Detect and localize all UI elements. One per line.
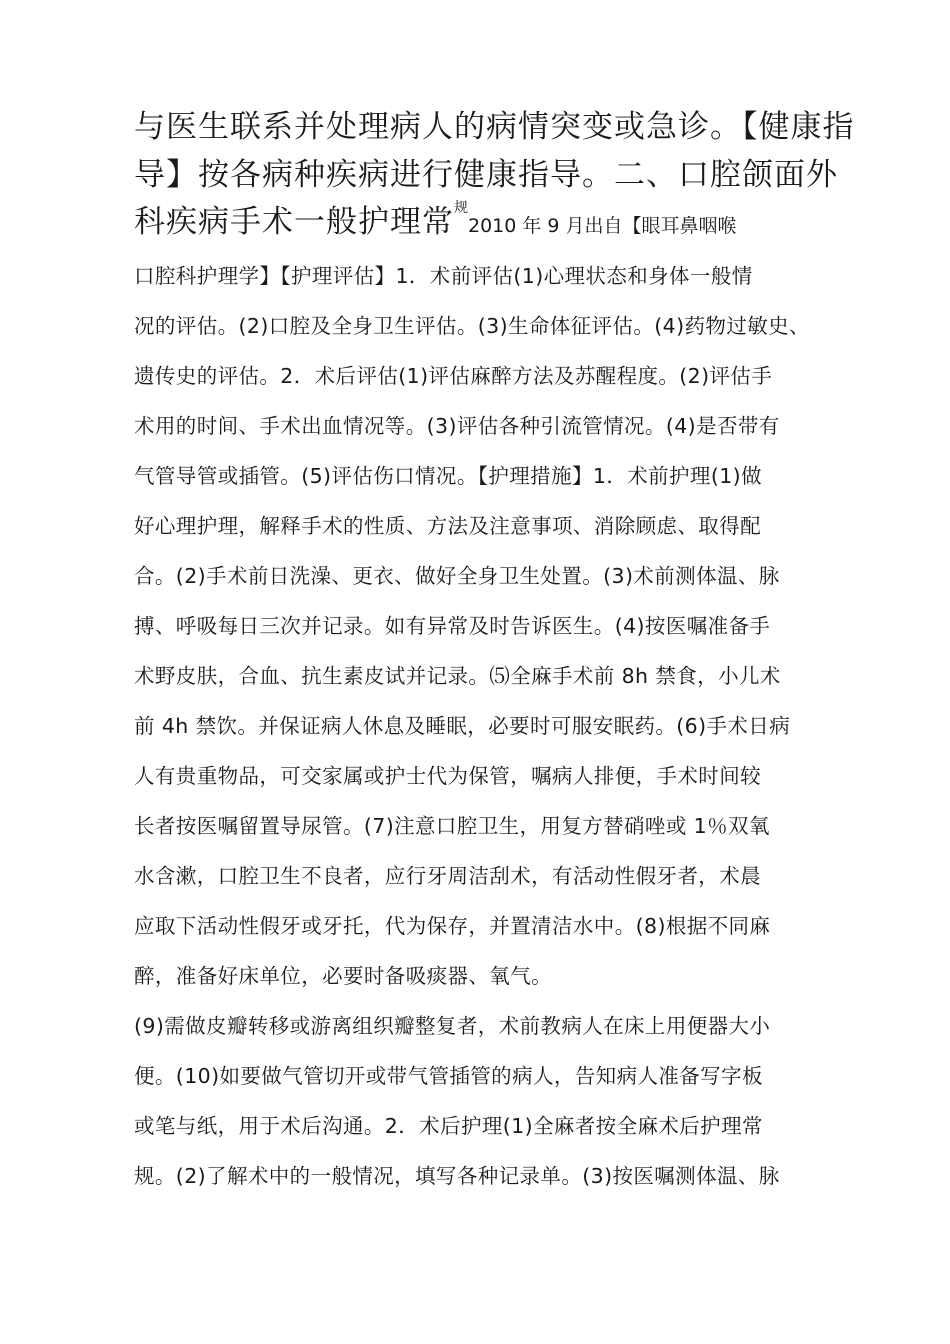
body-line-17: 便。(10)如要做气管切开或带气管插管的病人，告知病人准备写字板 bbox=[134, 1064, 763, 1088]
body-line-10: 前 4h 禁饮。并保证病人休息及睡眠，必要时可服安眠药。(6)手术日病 bbox=[134, 714, 791, 738]
heading-line-3 bbox=[134, 200, 737, 240]
heading-tail-small: 2010 年 9 月出自【眼耳鼻咽喉 bbox=[468, 215, 737, 237]
body-line-11: 人有贵重物品，可交家属或护士代为保管，嘱病人排便，手术时间较 bbox=[134, 764, 761, 788]
body-line-2: 况的评估。(2)口腔及全身卫生评估。(3)生命体征评估。(4)药物过敏史、 bbox=[134, 314, 810, 338]
body-line-1: 口腔科护理学】【护理评估】1．术前评估(1)心理状态和身体一般情 bbox=[134, 264, 753, 288]
body-line-4: 术用的时间、手术出血情况等。(3)评估各种引流管情况。(4)是否带有 bbox=[134, 414, 780, 438]
body-line-18: 或笔与纸，用于术后沟通。2．术后护理(1)全麻者按全麻术后护理常 bbox=[134, 1114, 763, 1138]
body-line-5: 气管导管或插管。(5)评估伤口情况。【护理措施】1．术前护理(1)做 bbox=[134, 464, 762, 488]
heading-line-2: 导】按各病种疾病进行健康指导。二、口腔颌面外 bbox=[134, 157, 838, 193]
body-line-13: 水含漱，口腔卫生不良者，应行牙周洁刮术，有活动性假牙者，术晨 bbox=[134, 864, 761, 888]
heading-superscript: 规 bbox=[454, 200, 468, 216]
body-line-12: 长者按医嘱留置导尿管。(7)注意口腔卫生，用复方替硝唑或 1％双氧 bbox=[134, 814, 770, 838]
body-line-6: 好心理护理，解释手术的性质、方法及注意事项、消除顾虑、取得配 bbox=[134, 514, 761, 538]
body-line-14: 应取下活动性假牙或牙托，代为保存，并置清洁水中。(8)根据不同麻 bbox=[134, 914, 771, 938]
heading-line-1: 与医生联系并处理病人的病情突变或急诊。【健康指 bbox=[134, 109, 855, 145]
body-line-3: 遗传史的评估。2．术后评估(1)评估麻醉方法及苏醒程度。(2)评估手 bbox=[134, 364, 773, 388]
body-line-16: (9)需做皮瓣转移或游离组织瓣整复者，术前教病人在床上用便器大小 bbox=[134, 1014, 771, 1038]
body-line-19: 规。(2)了解术中的一般情况，填写各种记录单。(3)按医嘱测体温、脉 bbox=[134, 1164, 780, 1188]
body-line-15: 醉，准备好床单位，必要时备吸痰器、氧气。 bbox=[134, 964, 552, 988]
body-line-9: 术野皮肤，合血、抗生素皮试并记录。⑸全麻手术前 8h 禁食，小儿术 bbox=[134, 664, 781, 688]
body-line-7: 合。(2)手术前日洗澡、更衣、做好全身卫生处置。(3)术前测体温、脉 bbox=[134, 564, 780, 588]
heading-line-3-text: 科疾病手术一般护理常 bbox=[134, 204, 454, 240]
body-line-8: 搏、呼吸每日三次并记录。如有异常及时告诉医生。(4)按医嘱准备手 bbox=[134, 614, 771, 638]
